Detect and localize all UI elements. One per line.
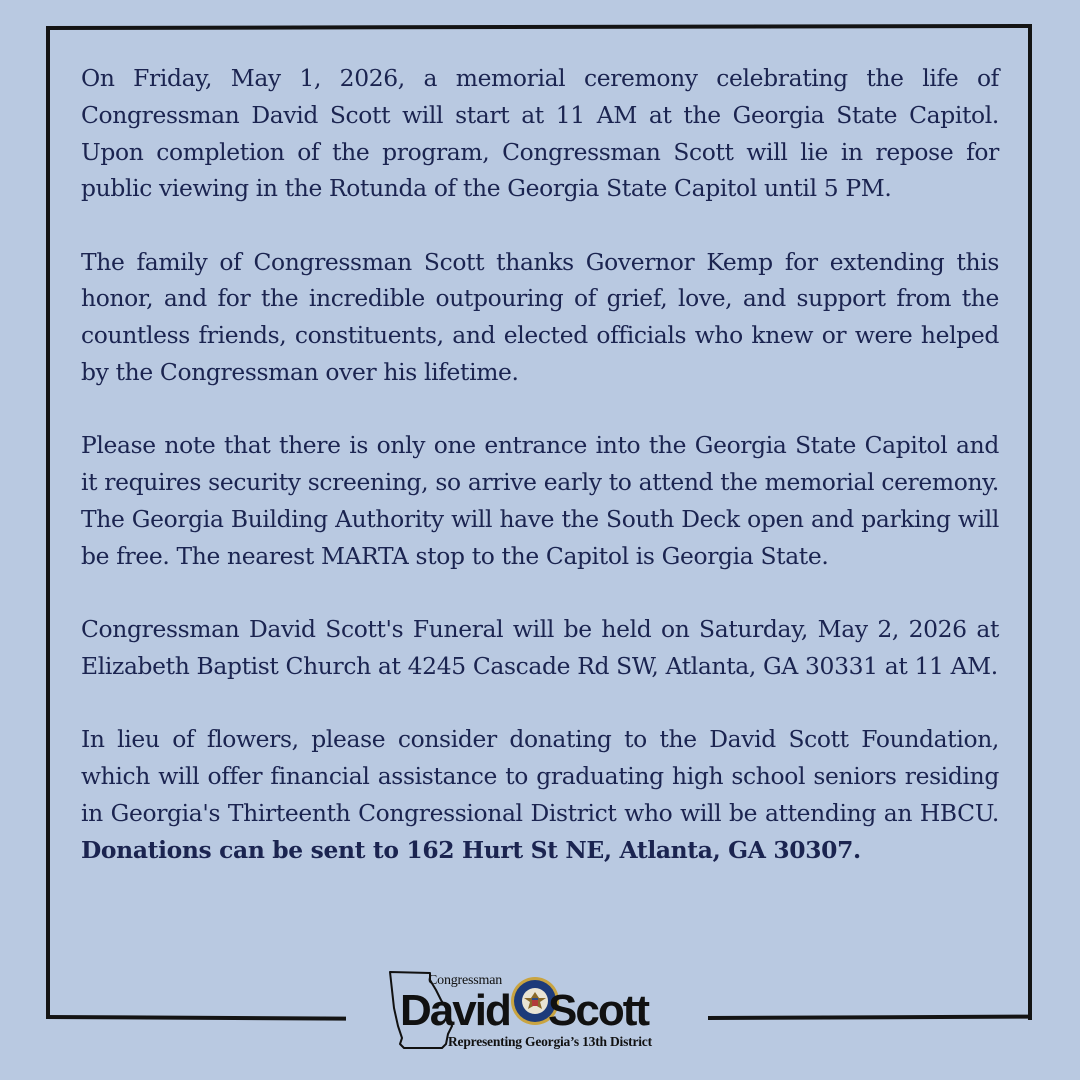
frame-right-line (1028, 26, 1032, 1020)
statement-body (81, 60, 999, 868)
logo-tagline: Representing Georgia’s 13th District (448, 1034, 652, 1049)
donations-address: Donations can be sent to 162 Hurt St NE, Atlanta, GA 30307. (81, 835, 861, 864)
paragraph-funeral: Congressman David Scott's Funeral will be held on Saturday, May 2, 2026 at Elizabeth Baptist Church at 4245 Cascade Rd SW, Atlanta, GA 30331 at 11 AM. (81, 615, 999, 680)
donations-text: In lieu of flowers, please consider donating to the David Scott Foundation, which will offer financial assistance to graduating high school seniors residing in Georgia's Thirteenth Congressional District who will be attending an HBCU. (81, 725, 999, 827)
paragraph-family-thanks: The family of Congressman Scott thanks Governor Kemp for extending this honor, and for the incredible outpouring of grief, love, and support from the countless friends, constituents, and elected officials who knew or were helped by the Congressman over his lifetime. (81, 247, 999, 387)
paragraph-memorial: On Friday, May 1, 2026, a memorial ceremony celebrating the life of Congressman David Scott will start at 11 AM at the Georgia State Capitol. Upon completion of the program, Congressman Scott will lie in repose for public viewing in the Rotunda of the Georgia State Capitol until 5 PM. (81, 64, 999, 203)
logo-last-name: Scott (548, 986, 648, 1035)
logo-congressman-label: Congressman (428, 973, 503, 988)
frame-left-line (46, 26, 50, 1018)
frame-bottom-left-line (46, 1015, 346, 1021)
paragraph-donations (81, 721, 999, 868)
logo-first-name: David (400, 986, 510, 1035)
congressman-logo (386, 968, 676, 1058)
paragraph-entrance-note: Please note that there is only one entrance into the Georgia State Capitol and it requires security screening, so arrive early to attend the memorial ceremony. The Georgia Building Authority will have the South Deck open and parking will be free. The nearest MARTA stop to the Capitol is Georgia State. (81, 431, 999, 570)
frame-top-line (48, 24, 1032, 30)
frame-bottom-right-line (708, 1015, 1032, 1020)
